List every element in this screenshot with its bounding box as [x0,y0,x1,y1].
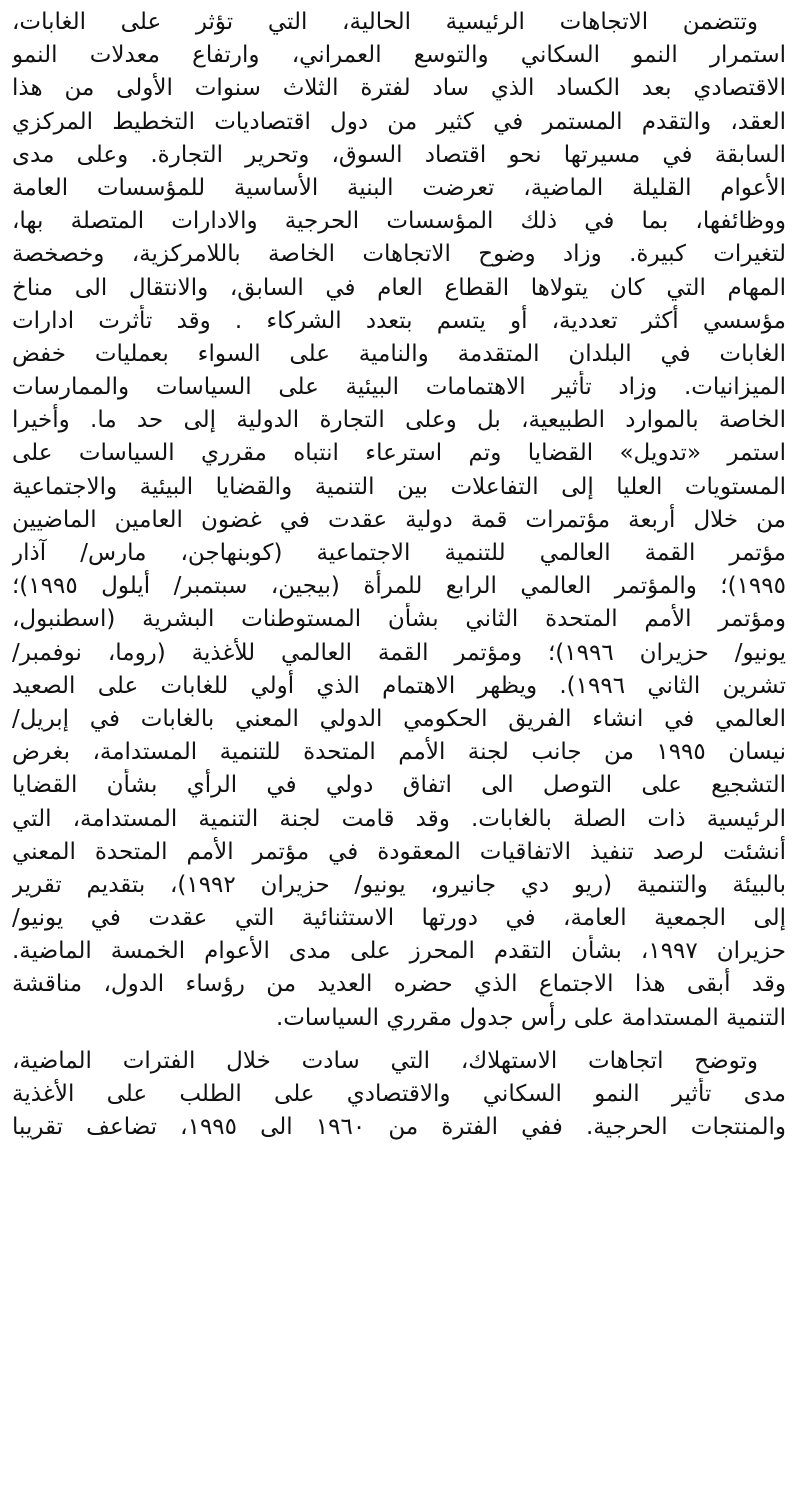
text-line: ١٩٩٥)؛ والمؤتمر العالمي الرابع للمرأة (بيجين، سبتمبر/ أيلول ١٩٩٥)؛ [12,573,786,600]
text-line: المستويات العليا إلى التفاعلات بين التنمية والقضايا البيئية والاجتماعية [12,473,786,500]
text-line: التنمية المستدامة على رأس جدول مقرري السياسات. [275,1004,786,1031]
text-line: وتوضح اتجاهات الاستهلاك، التي سادت خلال الفترات الماضية، [12,1047,758,1074]
text-line: نيسان ١٩٩٥ من جانب لجنة الأمم المتحدة للتنمية المستدامة، بغرض [12,739,786,766]
text-line: بالبيئة والتنمية (ريو دي جانيرو، يونيو/ حزيران ١٩٩٢)، بتقديم تقرير [12,871,786,898]
text-line: إلى الجمعية العامة، في دورتها الاستثنائية التي عقدت في يونيو/ [12,905,786,932]
paragraph-trends [12,6,786,1035]
text-line: تشرين الثاني ١٩٩٦). ويظهر الاهتمام الذي أولي للغابات على الصعيد [12,672,786,699]
text-line: يونيو/ حزيران ١٩٩٦)؛ ومؤتمر القمة العالمي للأغذية (روما، نوفمبر/ [12,639,786,666]
text-line: لتغيرات كبيرة. وزاد وضوح الاتجاهات الخاصة باللامركزية، وخصخصة [12,241,786,268]
text-line: العقد، والتقدم المستمر في كثير من دول اقتصاديات التخطيط المركزي [12,108,786,135]
text-line: ووظائفها، بما في ذلك المؤسسات الحرجية والادارات المتصلة بها، [12,208,786,235]
text-line: مؤسسي أكثر تعددية، أو يتسم بتعدد الشركاء . وقد تأثرت ادارات [12,307,786,334]
text-line: وقد أبقى هذا الاجتماع الذي حضره العديد من رؤساء الدول، مناقشة [12,971,786,998]
text-line: السابقة في مسيرتها نحو اقتصاد السوق، وتحرير التجارة. وعلى مدى [12,141,786,168]
text-line: والمنتجات الحرجية. ففي الفترة من ١٩٦٠ الى ١٩٩٥، تضاعف تقريبا [12,1114,786,1141]
text-line: المهام التي كان يتولاها القطاع العام في السابق، والانتقال الى مناخ [12,274,786,301]
text-line: استمرار النمو السكاني والتوسع العمراني، وارتفاع معدلات النمو [12,42,786,69]
text-line: الغابات في البلدان المتقدمة والنامية على السواء بعمليات خفض [12,340,786,367]
text-line: مدى تأثير النمو السكاني والاقتصادي على الطلب على الأغذية [12,1081,786,1107]
text-line: الاقتصادي بعد الكساد الذي ساد لفترة الثلاث سنوات الأولى من هذا [12,75,786,102]
text-line: العالمي في انشاء الفريق الحكومي الدولي المعني بالغابات في إبريل/ [12,705,786,732]
text-line: الأعوام القليلة الماضية، تعرضت البنية الأساسية للمؤسسات العامة [12,174,786,201]
text-line: وتتضمن الاتجاهات الرئيسية الحالية، التي تؤثر على الغابات، [12,9,758,35]
paragraph-gap [12,1035,786,1045]
text-line: الخاصة بالموارد الطبيعية، بل وعلى التجارة الدولية إلى حد ما. وأخيرا [12,407,786,434]
text-line: حزيران ١٩٩٧، بشأن التقدم المحرز على مدى الأعوام الخمسة الماضية. [12,938,786,965]
text-line: ومؤتمر الأمم المتحدة الثاني بشأن المستوطنات البشرية (اسطنبول، [12,606,786,633]
text-line: استمر «تدويل» القضايا وتم استرعاء انتباه مقرري السياسات على [12,440,786,467]
text-line: أنشئت لرصد تنفيذ الاتفاقيات المعقودة في مؤتمر الأمم المتحدة المعني [12,838,786,865]
text-line: من خلال أربعة مؤتمرات قمة دولية عقدت في غضون العامين الماضيين [12,506,786,533]
paragraph-consumption [12,1045,786,1145]
text-line: الرئيسية ذات الصلة بالغابات. وقد قامت لجنة التنمية المستدامة، التي [12,805,786,832]
text-line: الميزانيات. وزاد تأثير الاهتمامات البيئية على السياسات والممارسات [12,374,786,401]
text-line: التشجيع على التوصل الى اتفاق دولي في الرأي بشأن القضايا [12,772,786,799]
text-line: مؤتمر القمة العالمي للتنمية الاجتماعية (كوبنهاجن، مارس/ آذار [12,540,786,566]
